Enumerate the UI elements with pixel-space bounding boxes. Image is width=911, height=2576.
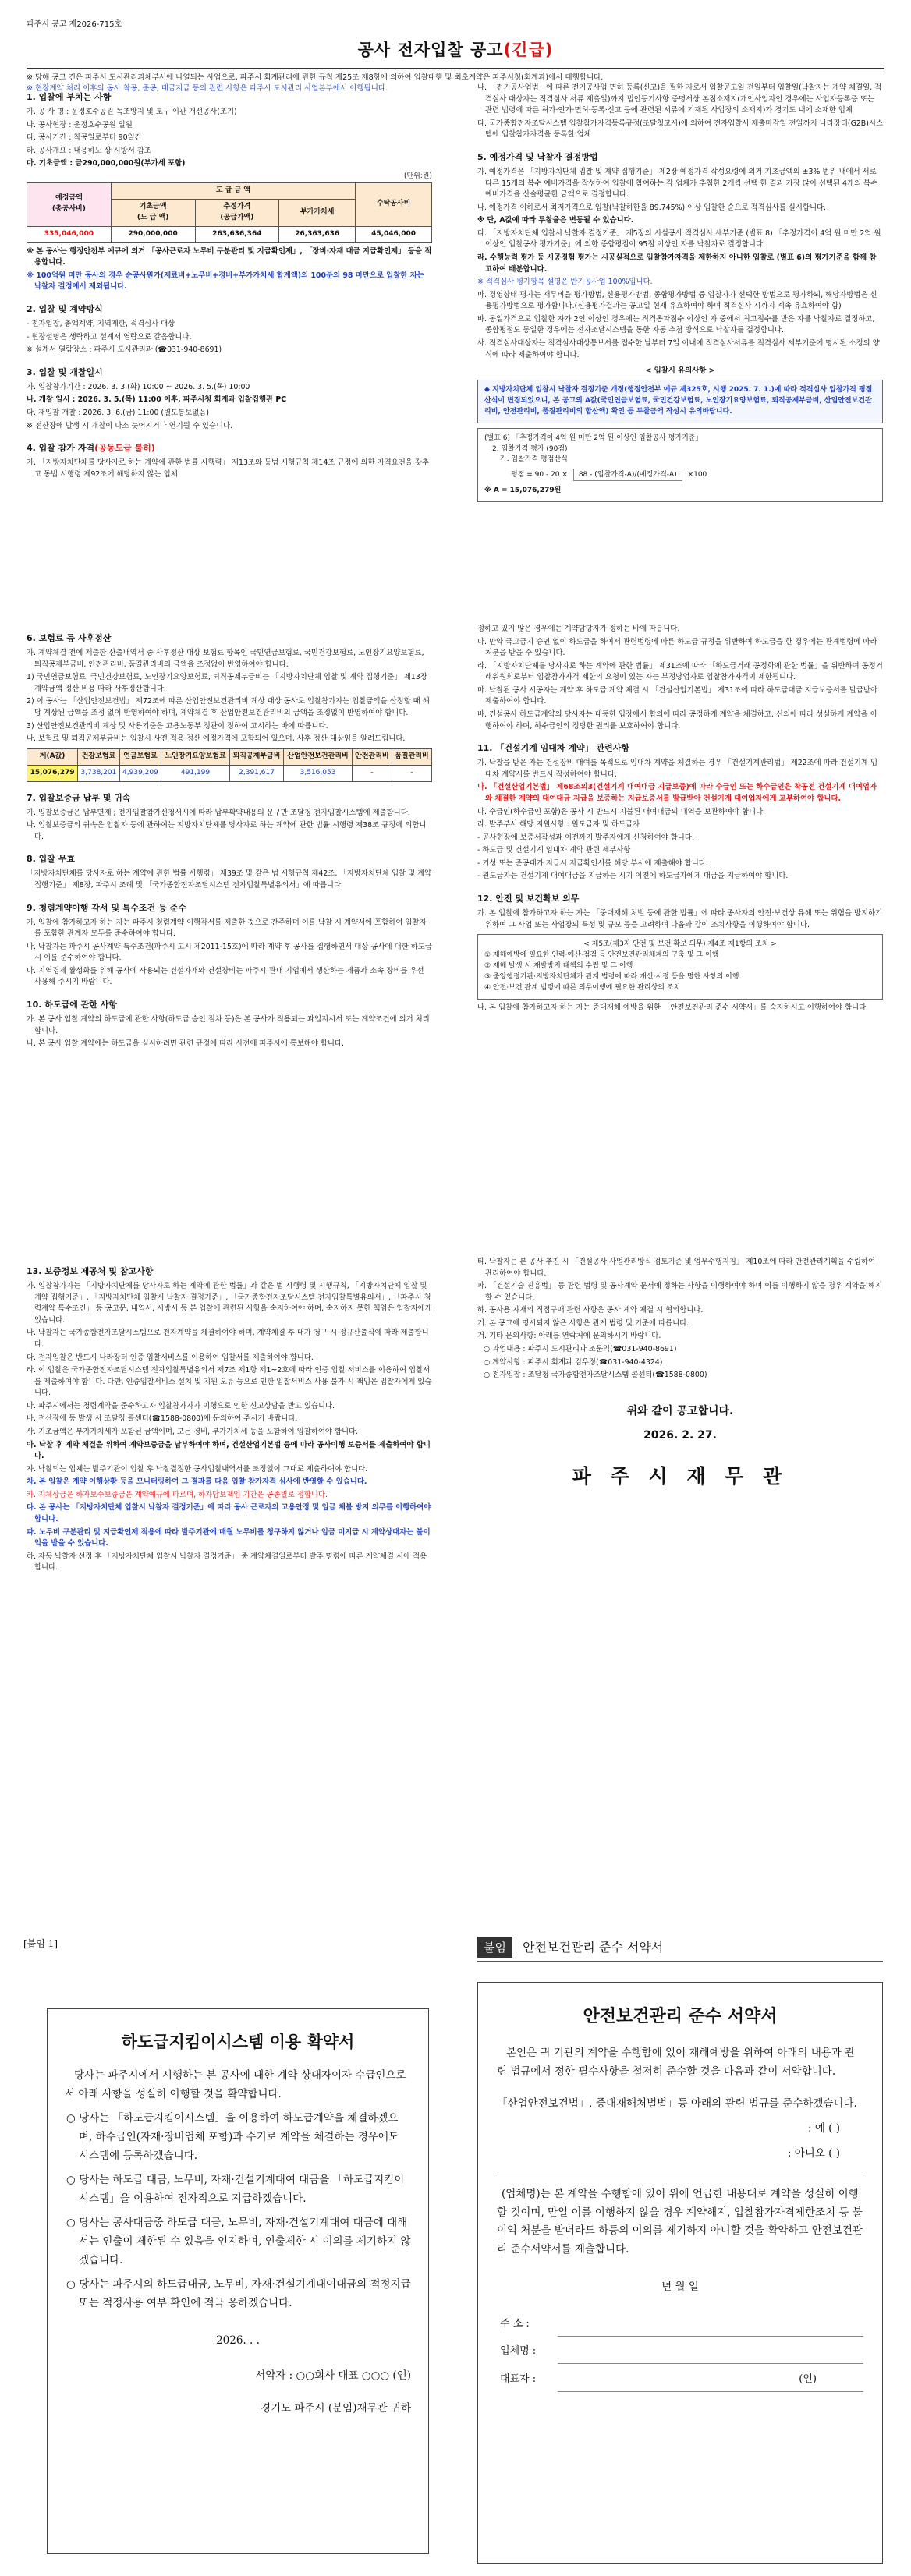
sec11-line: 가. 낙찰을 받은 자는 건설장비 대여를 목적으로 임대차 계약을 체결하는 경우 「건설기계관리법」 제22조에 따라 건설기계 임대차 계약서를 반드시 작성하여야 합니다.	[477, 759, 878, 779]
fee-cell: 3,516,053	[284, 765, 353, 781]
sec3-line: 다. 재입찰 개찰 : 2026. 3. 6.(금) 11:00 (별도통보없음)	[27, 408, 210, 417]
sec13-line: 자. 낙찰되는 업체는 발주기관이 입찰 후 낙찰결정한 공사입찰내역서를 조정없이 그대로 제출하여야 합니다.	[27, 1464, 368, 1474]
sec1-line: 나. 공사현장 : 운정호수공원 일원	[27, 120, 133, 129]
field-label: 주 소 :	[500, 2318, 530, 2330]
fee-header: 안전관리비	[352, 748, 392, 765]
sec13-line: 가. 입찰참가자는 「지방자치단체를 당사자로 하는 계약에 관한 법률」과 같은 법 시행령 및 시행규칙, 「지방자치단체 입찰 및 계약 집행기준」, 「지방자치단체 입찰시 낙찰자 결정기준」, 「국가종합전자조달시스템 전자입찰특별유의서」, 「파주시 청렴계약 특수조건」 등 공고문, 내역서, 시방서 등 본 입찰에 관련된 사항을 숙지하여야 하며, 숙지하지 못한 책임은 입찰자에게 있습니다.	[27, 1282, 432, 1325]
title-divider	[27, 68, 884, 69]
caution-heading: < 입찰시 유의사항 >	[645, 366, 715, 376]
sec2-line: - 현장설명은 생략하고 설계서 열람으로 갈음합니다.	[27, 332, 192, 341]
fee-cell: 15,076,279	[27, 765, 78, 781]
sec5-line: 마. 경영상태 평가는 재무비율 평가방법, 신용평가방법, 종합평가방법 중 입찰자가 선택한 방법으로 평가하되, 해당자방법은 신용평가방법으로 평가합니다.(신용평가결과는 공고일 현재 유효하여야 하며 적격심사 시까지 계속 유효하여야 함)	[477, 290, 877, 311]
budget-subheader: 추정가격 (공급가액)	[195, 199, 279, 226]
appendix2-yes: : 예 ( )	[808, 2121, 840, 2135]
sec3-heading: 3. 입찰 및 개찰일시	[27, 366, 103, 377]
right-column-1	[477, 81, 883, 502]
fee-header: 계(A값)	[27, 748, 78, 765]
sec4-heading-tag: (공동도급 불허)	[94, 443, 155, 454]
sec13-line: 파. 노무비 구분관리 및 지급확인제 적용에 따라 발주기관에 매월 노무비를 청구하지 않거나 임금 미지급 시 계약상대자는 불이익을 받을 수 있습니다.	[27, 1527, 431, 1548]
appendix2-sign-table	[497, 2309, 863, 2392]
sec8-heading: 8. 입찰 무효	[27, 854, 75, 865]
fee-header: 품질관리비	[392, 748, 431, 765]
formula-box	[477, 428, 883, 503]
address-field[interactable]	[558, 2309, 863, 2336]
budget-cell: 26,363,636	[279, 226, 356, 242]
sec13-line: 마. 파주시에서는 청렴계약을 준수하고자 입찰참가자가 이행으로 인한 신고상담을 받고 있습니다.	[27, 1401, 335, 1410]
sec1-note: ※ 본 공사는 행정안전부 예규에 의거 「공사근로자 노무비 구분관리 및 지급확인제」, 「장비·자재 대금 지급확인제」 등을 적용합니다.	[27, 246, 432, 267]
title-main: 공사 전자입찰 공고	[357, 41, 504, 59]
appendix2-tag: 붙임	[477, 1937, 512, 1958]
sec11-heading: 11. 「건설기계 임대차 계약」 관련사항	[477, 743, 629, 754]
sec7-line: 나. 입찰보증금의 귀속은 입찰자 등에 관하여는 지방자치단체를 당사자로 하는 계약에 관한 법률 시행령 제38조 규정에 의합니다.	[27, 821, 427, 841]
appendix2-tag-title: 안전보건관리 준수 서약서	[523, 1940, 664, 1955]
appendix1-title: 하도급지킴이시스템 이용 확약서	[121, 2032, 355, 2051]
fee-cell: 3,738,201	[78, 765, 120, 781]
intro-note-2: ※ 현장계약 처리 이후의 공사 착공, 준공, 대금지급 등의 관련 사항은 파주시 도시관리 사업본부에서 이행됩니다.	[27, 83, 388, 93]
appendix2-intro: 본인은 귀 기관의 계약을 수행함에 있어 재해예방을 위하여 아래의 내용과 관련 법규에서 정한 필수사항을 철저히 준수할 것을 다음과 같이 서약합니다.	[497, 2047, 856, 2078]
fee-header: 퇴직공제부금비	[229, 748, 283, 765]
appendix1-item: ○ 당사는 「하도급지킴이시스템」을 이용하여 하도급계약을 체결하겠으며, 하수급인(자재·장비업체 포함)과 수기로 계약을 체결하는 경우에도 시스템에 등록하겠습니다.	[66, 2112, 399, 2162]
sec13-heading: 13. 보증정보 제공처 및 참고사항	[27, 1266, 154, 1276]
sec7-heading: 7. 입찰보증금 납부 및 귀속	[27, 792, 131, 803]
sec5-line: 라. 수행능력 평가 등 시공경험 평가는 시공실적으로 입찰참가자격을 제한하지 아니한 입찰로 (별표 6)의 평가기준을 함께 참고하여 배분합니다.	[477, 253, 877, 274]
sec4-line: 가. 「지방자치단체를 당사자로 하는 계약에 관한 법률 시행령」 제13조와 동법 시행규칙 제14조 규정에 의한 자격요건을 갖추고 동법 시행령 제92조에 해당하지 않는 업체	[27, 458, 429, 479]
sec7-line: 가. 입찰보증금은 납부면제 ; 전자입찰참가신청서시에 따라 납부확약내용의 문구만 조달청 전자입찰시스템에 제출합니다.	[27, 808, 410, 817]
fee-cell: 4,939,209	[119, 765, 161, 781]
sec9-line: 가. 입찰에 참가하고자 하는 자는 파주시 청렴계약 이행각서를 제출한 것으로 간주하며 이를 낙찰 시 계약서에 포함하여 입찰자를 포함한 관계자 모두를 준수하여야 합니다.	[27, 918, 427, 939]
sec2-heading: 2. 입찰 및 계약방식	[27, 303, 103, 314]
subcontract-line: 정하고 있지 않은 경우에는 계약담당자가 정하는 바에 따릅니다.	[477, 625, 680, 633]
sec11-line: 나. 「건설산업기본법」 제68조의3(건설기계 대여대금 지급보증)에 따라 수급인 또는 하수급인은 착공전 건설기계 대여업자와 체결한 계약의 대여대금 지급을 보증하는 지급보증서를 발급받아 건설기계 대여업자에게 교부하여야 합니다.	[477, 783, 877, 803]
sec11-line: - 기성 또는 준공대가 지급시 지급확인서를 해당 부서에 제출해야 합니다.	[477, 858, 708, 868]
right-column-3	[477, 1255, 883, 1492]
fee-cell: -	[352, 765, 392, 781]
unit-label: (단위:원)	[403, 172, 432, 180]
sec11-line: - 공사현장에 보증서작성과 이전까지 발주자에게 신청하여야 합니다.	[477, 833, 694, 842]
field-label: 대표자 :	[500, 2373, 537, 2385]
left-column-2	[27, 622, 432, 1052]
formula-right: ×100	[687, 471, 707, 479]
sec8-line: 「지방자치단체를 당사자로 하는 계약에 관한 법률 시행령」 제39조 및 같은 법 시행규칙 제42조, 「지방자치단체 입찰 및 계약 집행기준」 제8장, 파주시 조례 및 「국가종합전자조달시스템 전자입찰특별유의서」에 따릅니다.	[27, 869, 432, 890]
safety-box-line: ① 재해예방에 필요한 인력·예산·점검 등 안전보건관리체계의 구축 및 그 이행	[484, 951, 719, 960]
sec11-line: - 하도급 및 건설기계 임대차 계약 관련 세부사항	[477, 846, 631, 855]
budget-header: 예정금액 (총공사비)	[27, 182, 112, 226]
sec4-heading	[27, 441, 432, 455]
sec11-line: - 원도급자는 건설기계 대여대금을 지급하는 시기 이전에 하도급자에게 대금을 지급하여야 합니다.	[477, 872, 789, 881]
sec2-line: ※ 설계서 열람장소 : 파주시 도시관리과 (☎031-940-8691)	[27, 345, 222, 355]
fee-header: 산업안전보건관리비	[284, 748, 353, 765]
appendix2-date: 년 월 일	[661, 2280, 699, 2293]
appendix1-box	[47, 2008, 429, 2554]
appendix2-body	[497, 2044, 863, 2392]
caution-box: ◆ 지방자치단체 입찰시 낙찰자 결정기준 개정(행정안전부 예규 제325호, 시행 2025. 7. 1.)에 따라 적격심사 입찰가격 평점산식이 변경되었으니, 본 공고의 A값(국민연금보험료, 국민건강보험료, 노인장기요양보험료, 퇴직공제부금비, 산업안전보건관리비, 안전관리비, 품질관리비의 합산액) 확인 등 투찰금액 작성시 유의바랍니다.	[477, 380, 883, 423]
sec5-line: 다. 「지방자치단체 입찰시 낙찰자 결정기준」 제5장의 시설공사 적격심사 세부기준 (별표 8) 「추정가격이 4억 원 미만 2억 원 이상인 입찰공사 평가기준」에 의한 종합평점이 95점 이상인 자를 낙찰자로 결정합니다.	[477, 228, 881, 249]
left-column-1	[27, 81, 432, 482]
closing-line: 파. 「건설기술 진흥법」 등 관련 법령 및 공사계약 문서에 정하는 사항을 이행하여야 하며 이를 이행하지 않을 경우 계약을 해지할 수 있습니다.	[477, 1282, 883, 1302]
right-column-2	[477, 622, 883, 1016]
title-urgent-tag: (긴급)	[503, 41, 554, 59]
contact-item: ○ 계약사항 : 파주시 회계과 김우정(☎031-940-4324)	[484, 1357, 663, 1367]
appendix1-item: ○ 당사는 공사대금중 하도급 대금, 노무비, 자재·건설기계대여 대금에 대해서는 인출이 제한된 수 있음을 인지하며, 인출제한 시 이의를 제기하지 않겠습니다.	[66, 2217, 411, 2266]
fee-header: 건강보험료	[78, 748, 120, 765]
fee-cell: 491,199	[161, 765, 230, 781]
sec6-line: 3) 산업안전보건관리비 계상 및 사용기준은 고용노동부 정관이 정하여 고시하는 바에 따릅니다.	[27, 721, 328, 731]
appendix1-intro: 당사는 파주시에서 시행하는 본 공사에 대한 계약 상대자이자 수급인으로서 아래 사항을 성실히 이행할 것을 확약합니다.	[65, 2069, 406, 2100]
sec6-line: 나. 보험료 및 퇴직공제부금비는 입찰시 사전 적용 정산 예정가격에 포함되어 있으며, 사후 정산 대상임을 알려드립니다.	[27, 734, 406, 744]
closing-line: 거. 본 공고에 명시되지 않은 사항은 관계 법령 및 기준에 따릅니다.	[477, 1318, 689, 1328]
notice-number: 파주시 공고 제2026-715호	[27, 20, 122, 29]
sec10-line: 나. 본 공사 입찰 계약에는 하도급을 실시하려면 관련 규정에 따라 사전에 파주시에 통보해야 합니다.	[27, 1039, 344, 1049]
subcontract-line: 다. 만약 국고금지 승인 없이 하도급을 하여서 관련법령에 따른 하도급 규정을 위반하여 하도급을 한 경우에는 관계법령에 따라 처분을 받을 수 있습니다.	[477, 637, 877, 658]
issuing-authority: 파 주 시 재 무 관	[572, 1465, 789, 1488]
sec13-line: 바. 전산장애 등 발생 시 조달청 콜센터(☎1588-0800)에 문의하여 주시기 바랍니다.	[27, 1414, 298, 1424]
notice-date: 2026. 2. 27.	[643, 1429, 717, 1442]
sec3-line: ※ 전산장애 발생 시 개찰이 다소 늦어지거나 연기될 수 있습니다.	[27, 421, 233, 430]
sec4b-line: 다. 국가종합전자조달시스템 입찰참가자격등록규정(조달청고시)에 의하여 전자입찰서 제출마감일 전일까지 나라장터(G2B)시스템에 입찰참가자격을 등록한 업체	[477, 119, 884, 140]
sec3-line: 나. 개찰 일시 : 2026. 3. 5.(목) 11:00 이후, 파주시청 회계과 입찰집행관 PC	[27, 395, 287, 405]
sec13-line: 아. 낙찰 후 계약 체결을 위하여 계약보증금을 납부하여야 하며, 건설산업기본법 등에 따라 공사이행 보증서를 제출하여야 합니다.	[27, 1440, 431, 1461]
budget-cell: 263,636,364	[195, 226, 279, 242]
fee-header: 연금보험료	[119, 748, 161, 765]
sec13-line: 사. 기초금액은 부가가치세가 포함된 금액이며, 모든 경비, 부가가치세 등을 포함하여 입찰하여야 합니다.	[27, 1427, 359, 1436]
appendix2-box	[477, 1982, 883, 2564]
budget-subheader: 부가가치세	[279, 199, 356, 226]
notice-title	[27, 38, 884, 63]
subcontract-line: 바. 건설공사 하도급계약의 당사자는 대등한 입장에서 합의에 따라 공정하게 계약을 체결하고, 신의에 따라 성실하게 계약을 이행하여야 하며, 하수급인의 정당한 권리를 보호하여야 합니다.	[477, 710, 877, 731]
budget-table	[27, 182, 432, 243]
fee-cell: 2,391,617	[229, 765, 283, 781]
sec1-heading: 1. 입찰에 부치는 사항	[27, 92, 112, 102]
sec13-line: 카. 지체상금은 하자보수보증금은 계약예규에 따르며, 하자담보책임 기간은 공종별로 정합니다.	[27, 1490, 328, 1499]
sec6-line: 가. 계약체결 전에 제출한 산출내역서 중 사후정산 대상 보험료 항목인 국민연금보험료, 국민건강보험료, 노인장기요양보험료, 퇴직공제부금비, 안전관리비, 품질관리비의 금액을 조정없이 반영하여야 합니다.	[27, 649, 424, 669]
fee-cell: -	[392, 765, 431, 781]
left-column-3	[27, 1255, 432, 1576]
fee-header: 노인장기요양보험료	[161, 748, 230, 765]
seal-mark: (인)	[799, 2373, 817, 2385]
sec5-line: 나. 예정가격 이하로서 최저가격으로 입찰(낙찰하한율 89.745%) 이상 입찰한 순으로 적격심사를 실시합니다.	[477, 203, 827, 212]
safety-box-line: ③ 중앙행정기관·지방자치단체가 관계 법령에 따라 개선·시정 등을 명한 사항의 이행	[484, 973, 739, 982]
sec5-line: ※ 단, A값에 따라 투찰율은 변동될 수 있습니다.	[477, 216, 634, 225]
fee-table	[27, 748, 432, 782]
sec9-line: 다. 지역경제 활성화를 위해 공사에 사용되는 건설자재와 건설장비는 파주시 관내 기업에서 생산하는 제품과 소속 장비를 우선 사용해 주시기 바랍니다.	[27, 966, 424, 987]
formula-sub: 2. 입찰가격 평가 (90점)	[492, 444, 568, 453]
appendix2-title: 안전보건관리 준수 서약서	[583, 2006, 778, 2026]
budget-cell: 335,046,000	[27, 226, 112, 242]
sec5-heading: 5. 예정가격 및 낙찰자 결정방법	[477, 151, 598, 162]
appendix1-tag: [붙임 1]	[23, 1938, 58, 1949]
formula-sub2: 가. 입찰가격 평점산식	[500, 455, 568, 464]
sec1-line: 라. 공사개요 : 내용하노 상 시방서 참조	[27, 146, 151, 155]
subcontract-line: 라. 「지방자치단체를 당사자로 하는 계약에 관한 법률」 제31조에 따라 「하도급거래 공정화에 관한 법률」을 위반하여 공정거래위원회로부터 입찰참가자격 제한의 요청이 있는 자는 부정당업자로 입찰참가자격이 제한됩니다.	[477, 661, 883, 682]
safety-box	[477, 934, 883, 1000]
sec1-note: ※ 100억원 미만 공사의 경우 순공사원가(재료비+노무비+경비+부가가치세 합계액)의 100분의 98 미만으로 입찰한 자는 낙찰자 결정에서 제외됩니다.	[27, 271, 424, 292]
representative-field[interactable]	[558, 2363, 863, 2391]
closing-line: 타. 낙찰자는 본 공사 추진 시 「건설공사 사업관리방식 검토기준 및 업무수행지침」 제10조에 따라 안전관리계획을 수립하여 관리하여야 합니다.	[477, 1258, 876, 1278]
company-field[interactable]	[558, 2336, 863, 2363]
budget-subheader: 기초금액 (도 급 액)	[111, 199, 195, 226]
appendix2-no: : 아니오 ( )	[787, 2146, 840, 2160]
safety-box-title: < 제5조(제3자 안전 및 보건 확보 의무) 제4조 제1항의 조치 >	[583, 940, 777, 949]
sec6-heading: 6. 보험료 등 사후정산	[27, 633, 112, 643]
sec10-line: 가. 본 공사 입찰 계약의 하도급에 관한 사항(하도급 승인 절차 등)은 본 공사가 적용되는 과업지시서 또는 계약조건에 의거 처리합니다.	[27, 1015, 430, 1035]
sec9-line: 나. 낙찰자는 파주시 공사계약 특수조건(파주시 고시 제2011-15호)에 따라 계약 후 공사를 집행하면서 대상 공사에 대한 하도급 시 이를 준수하여야 합니다.	[27, 942, 432, 963]
sec5-line: 사. 적격심사대상자는 적격심사대상통보서를 접수한 날부터 7일 이내에 적격심사서류를 적격심사 세부기준에 명시된 소정의 양식에 따라 제출하여야 합니다.	[477, 339, 880, 359]
sec13-line: 타. 본 공사는 「지방자치단체 입찰시 낙찰자 결정기준」에 따라 공사 근로자의 고용안정 및 임금 체불 방지 의무를 이행하여야 합니다.	[27, 1503, 431, 1524]
sec5-line: 바. 동일가격으로 입찰한 자가 2인 이상인 경우에는 적격통과점수 이상인 자 중에서 최고점수를 받은 자를 낙찰자로 결정하고, 종합평점도 동일한 경우에는 전자조달시스템을 통한 자동 추첨 방식으로 낙찰자를 결정합니다.	[477, 314, 875, 335]
appendix1-body	[65, 2067, 411, 2418]
sec10-heading: 10. 하도급에 관한 사항	[27, 1000, 117, 1010]
appendix1-date: 2026. . .	[216, 2334, 260, 2347]
sec13-line: 차. 본 입찰은 계약 이행상황 등을 모니터링하여 그 결과를 다음 입찰 참가자격 심사에 반영할 수 있습니다.	[27, 1477, 367, 1487]
sec1-line: 마. 기초금액 : 금290,000,000원(부가세 포함)	[27, 159, 186, 168]
formula-left: 평점 = 90 - 20 ×	[511, 471, 568, 479]
sec3-line: 가. 입찰참가기간 : 2026. 3. 3.(화) 10:00 ~ 2026. 3. 5.(목) 10:00	[27, 382, 250, 391]
sec9-heading: 9. 청렴계약이행 각서 및 특수조건 등 준수	[27, 902, 186, 913]
formula-lead: (별표 6) 「추정가격이 4억 원 미만 2억 원 이상인 입찰공사 평가기준」	[484, 433, 703, 442]
safety-box-line: ② 재해 발생 시 재발방지 대책의 수립 및 그 이행	[484, 962, 633, 971]
appendix1-signer: 서약자 : ○○회사 대표 ○○○ (인)	[255, 2369, 411, 2383]
appendix1-item: ○ 당사는 파주시의 하도급대금, 노무비, 자재·건설기계대여대금의 적정지급 또는 적정사용 여부 확인에 적극 응하겠습니다.	[66, 2278, 411, 2309]
sec11-line: 다. 수급인(하수급인 포함)은 공사 시 반드시 지불된 대여대금의 내역을 보관하여야 합니다.	[477, 807, 766, 816]
budget-cell: 45,046,000	[356, 226, 432, 242]
sec13-line: 하. 자동 낙찰자 선정 후 「지방자치단체 입찰시 낙찰자 결정기준」 중 계약체결일로부터 발주 명령에 따른 계약체결 시에 적용합니다.	[27, 1552, 427, 1573]
sec13-line: 나. 낙찰자는 국가종합전자조달시스템으로 전자계약을 체결하여야 하며, 계약체결 후 대가 청구 시 정규산출식에 따라 제출합니다.	[27, 1329, 429, 1349]
budget-header: 도 급 금 액	[111, 182, 355, 199]
closing-statement: 위와 같이 공고합니다.	[626, 1404, 734, 1417]
subcontract-line: 마. 낙찰된 공사 시공자는 계약 후 하도급 계약 체결 시 「건설산업기본법」 제31조에 따라 하도급대금 지급보증서를 발급받아 제출하여야 합니다.	[477, 685, 878, 706]
contact-item: ○ 전자입찰 : 조달청 국가종합전자조달시스템 콜센터(☎1588-0800)	[484, 1371, 707, 1380]
sec11-line: 라. 발주부서 해당 지원사항 : 원도급자 및 하도급자	[477, 820, 640, 830]
appendix2-header	[477, 1937, 883, 1962]
sec12-line: 가. 본 입찰에 참가하고자 하는 자는 「중대재해 처벌 등에 관한 법률」에 따라 종사자의 안전·보건상 유해 또는 위험을 방지하기 위하여 그 사업 또는 사업장의 특성 및 규모 등을 고려하여 다음과 같이 조치사항을 이행하여야 합니다.	[477, 909, 883, 929]
formula-num: 88 - (입찰가격-A)/(예정가격-A)	[573, 469, 682, 481]
appendix1-item: ○ 당사는 하도급 대금, 노무비, 자재·건설기계대여 대금을 「하도급지킴이시스템」을 이용하여 전자적으로 지급하겠습니다.	[66, 2174, 405, 2205]
appendix2-para: (업체명)는 본 계약을 수행함에 있어 위에 언급한 내용대로 계약을 성실히 이행할 것이며, 만일 이를 이행하지 않을 경우 계약해지, 입찰참가자격제한조치 등 불이익 처분을 받더라도 하등의 이의를 제기하지 아니할 것을 확약하고 안전보건관리 준수서약서를 제출합니다.	[497, 2188, 863, 2256]
sec5-line: ※ 적격심사 평가항목 설명은 반기공사업 100%입니다.	[477, 278, 653, 287]
sec2-line: - 전자입찰, 총액계약, 지역제한, 적격심사 대상	[27, 319, 175, 328]
appendix2-item1: 「산업안전보건법」, 중대재해처벌법」등 아래의 관련 법규를 준수하겠습니다.	[497, 2097, 857, 2111]
sec4b-line: 나. 「전기공사업법」에 따른 전기공사업 면허 등록(신고)을 필한 자로서 입찰공고일 전일부터 입찰일(낙찰자는 계약 체결일, 적격심사 대상자는 적격심사 서류 제출일)까지 법인등기사항 증명서상 본점소재지(개인사업자인 경우에는 사업자등록증 또는 관련 법령에 따른 허가·인가·면허·등록·신고 등에 관련된 서류에 기재된 사업장의 소재지)가 경기도 내에 소재한 업체	[477, 83, 882, 115]
sec1-line: 다. 공사기간 : 착공일로부터 90일간	[27, 133, 142, 143]
intro-note-1: ※ 당해 공고 건은 파주시 도시관리과체부서에 나열되는 사업으로, 파주시 회계관리에 관한 규칙 제25조 제8항에 의하여 입찰대행 및 최초계약은 파주시청(회계과)에서 대행합니다.	[27, 73, 604, 82]
contacts-lead: 거. 기타 문의사항: 아래를 연락처에 문의하시기 바랍니다.	[477, 1332, 661, 1341]
sec13-line: 라. 이 입찰은 국가종합전자조달시스템 전자입찰특별유의서 제7조 제1항 제1~2호에 따라 인증 입찰 서비스를 이용하여 입찰서를 제출하여야 합니다. 다만, 인증입찰서비스 설치 및 지원 오류 등으로 인한 입찰서비스 사용 불가 시 책임은 입찰자에게 있습니다.	[27, 1366, 432, 1398]
sec6-line: 2) 이 공사는 「산업안전보건법」 제72조에 따른 산업안전보건관리비 계상 대상 공사로 입찰참가자는 입찰금액을 산정할 때 해당 계상된 금액을 조정 없이 반영하여야 하며, 계약체결 후 산업안전보건관리비의 금액을 조정없이 반영하여야 합니다.	[27, 697, 430, 717]
sec13-line: 다. 전자입찰은 반드시 나라장터 인증 입찰서비스를 이용하여 입찰서를 제출하여야 합니다.	[27, 1353, 314, 1362]
formula-expression	[484, 465, 876, 486]
appendix1-recipient: 경기도 파주시 (분임)재무관 귀하	[261, 2401, 411, 2415]
sec12-after: 나. 본 입찰에 참가하고자 하는 자는 중대재해 예방을 위한 「안전보건관리 준수 서약서」를 숙지하시고 이행하여야 합니다.	[477, 1003, 869, 1012]
a-value: ※ A = 15,076,279원	[484, 487, 562, 495]
sec1-line: 가. 공 사 명 : 운정호수공원 녹조방지 및 토구 이관 개선공사(조기)	[27, 108, 237, 117]
closing-line: 하. 공사용 자재의 직접구매 관련 사항은 공사 계약 체결 시 협의합니다.	[477, 1306, 704, 1315]
sec12-heading: 12. 안전 및 보건확보 의무	[477, 893, 580, 904]
budget-header: 수탁공사비	[356, 182, 432, 226]
sec6-line: 1) 국민연금보험료, 국민건강보험료, 노인장기요양보험료, 퇴직공제부금비는 「지방자치단체 입찰 및 계약 집행기준」 제13장 계약금액 정산 비용 따라 사후정산합니다.	[27, 673, 427, 693]
contact-item: ○ 과업내용 : 파주시 도시관리과 조문익(☎031-940-8691)	[484, 1345, 677, 1354]
sec5-line: 가. 예정가격은 「지방자치단체 입찰 및 계약 집행기준」 제2장 예정가격 작성요령에 의거 기초금액의 ±3% 범위 내에서 서로 다른 15개의 복수 예비가격을 작성하여 입찰에 참여하는 각 업체가 추첨한 2개씩 선택 한 결과 가장 많이 선택된 4개의 복수예비가격을 산술평균한 금액으로 결정합니다.	[477, 167, 878, 200]
budget-cell: 290,000,000	[111, 226, 195, 242]
safety-box-line: ④ 안전·보건 관계 법령에 따른 의무이행에 필요한 관리상의 조치	[484, 983, 681, 992]
field-label: 업체명 :	[500, 2345, 537, 2358]
sec4-heading-text: 4. 입찰 참가 자격	[27, 443, 95, 454]
